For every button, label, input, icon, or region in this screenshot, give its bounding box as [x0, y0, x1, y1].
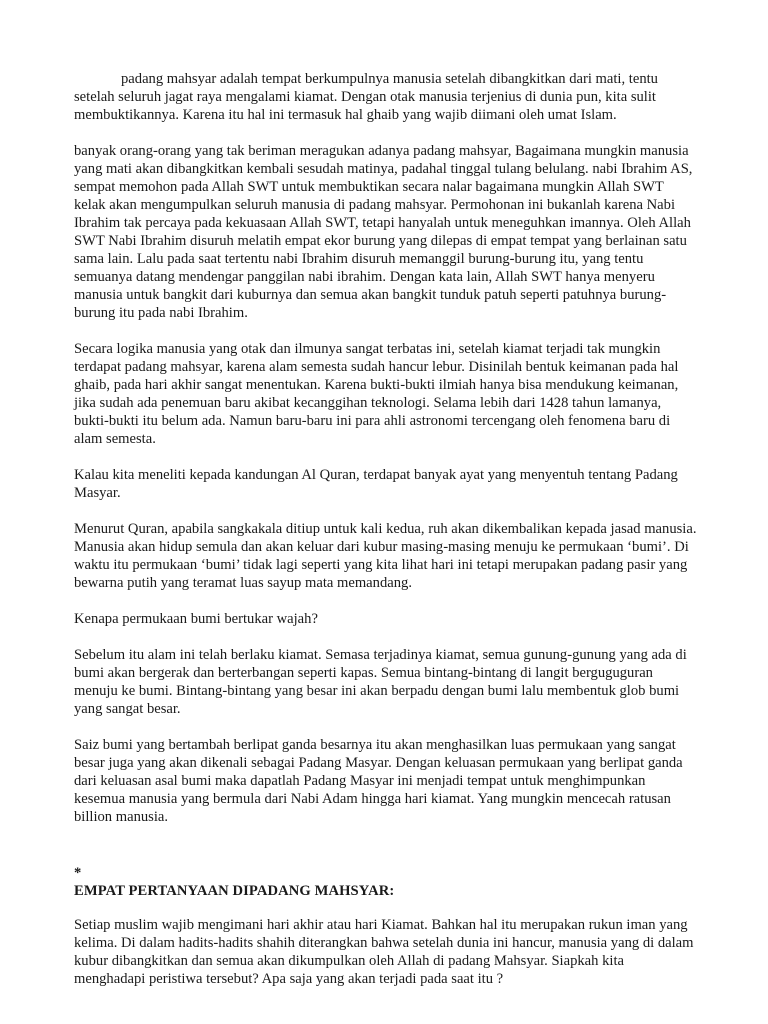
section-asterisk: * — [74, 865, 82, 881]
document-page — [74, 70, 698, 1006]
paragraph-saiz-bumi: Saiz bumi yang bertambah berlipat ganda besarnya itu akan menghasilkan luas permukaan yang sangat besar juga yang akan dikenali sebagai Padang Masyar. Dengan keluasan permukaan yang berlipat ganda dari keluasan asal bumi maka dapatlah Padang Masyar ini menjadi tempat untuk menghimpunkan kesemua manusia yang bermula dari Nabi Adam hingga hari kiamat. Yang mungkin mencecah ratusan billion manusia. — [74, 737, 683, 825]
paragraph-logika: Secara logika manusia yang otak dan ilmunya sangat terbatas ini, setelah kiamat terjadi tak mungkin terdapat padang mahsyar, karena alam semesta sudah hancur lebur. Disinilah bentuk keimanan pada hal ghaib, pada hari akhir sangat menentukan. Karena bukti-bukti ilmiah hanya bisa mendukung keimanan, jika sudah ada penemuan baru akibat kecanggihan teknologi. Selama lebih dari 1428 tahun lamanya, bukti-bukti itu belum ada. Namun baru-baru ini para ahli astronomi tercengang oleh fenomena baru di alam semesta. — [74, 341, 679, 447]
paragraph-ibrahim: banyak orang-orang yang tak beriman meragukan adanya padang mahsyar, Bagaimana mungkin manusia yang mati akan dibangkitkan kembali sesudah matinya, padahal tinggal tulang belulang. nabi Ibrahim AS, sempat memohon pada Allah SWT untuk membuktikan secara nalar bagaimana mungkin Allah SWT kelak akan mengumpulkan seluruh manusia di padang mahsyar. Permohonan ini bukanlah karena Nabi Ibrahim tak percaya pada kekuasaan Allah SWT, tetapi hanyalah untuk meneguhkan imannya. Oleh Allah SWT Nabi Ibrahim disuruh melatih empat ekor burung yang dilepas di empat tempat yang berlainan satu sama lain. Lalu pada saat tertentu nabi Ibrahim disuruh memanggil burung-burung itu, yang tentu semuanya datang mendengar panggilan nabi ibrahim. Dengan kata lain, Allah SWT hanya menyeru manusia untuk bangkit dari kuburnya dan semua akan bangkit tunduk patuh seperti patuhnya burung-burung itu pada nabi Ibrahim. — [74, 143, 693, 321]
paragraph-sangkakala: Menurut Quran, apabila sangkakala ditiup untuk kali kedua, ruh akan dikembalikan kepada jasad manusia. Manusia akan hidup semula dan akan keluar dari kubur masing-masing menuju ke permukaan ‘bumi’. Di waktu itu permukaan ‘bumi’ tidak lagi seperti yang kita lihat hari ini tetapi merupakan padang pasir yang bewarna putih yang teramat luas sayup mata memandang. — [74, 521, 697, 591]
paragraph-question: Kenapa permukaan bumi bertukar wajah? — [74, 611, 318, 627]
section-spacer — [74, 844, 698, 864]
section-heading: EMPAT PERTANYAAN DIPADANG MAHSYAR: — [74, 883, 395, 899]
paragraph-closing: Setiap muslim wajib mengimani hari akhir atau hari Kiamat. Bahkan hal itu merupakan rukun iman yang kelima. Di dalam hadits-hadits shahih diterangkan bahwa setelah dunia ini hancur, manusia yang di dalam kubur dibangkitkan dan semua akan dikumpulkan oleh Allah di padang Mahsyar. Siapkah kita menghadapi peristiwa tersebut? Apa saja yang akan terjadi pada saat itu ? — [74, 917, 694, 987]
paragraph-quran: Kalau kita meneliti kepada kandungan Al Quran, terdapat banyak ayat yang menyentuh tentang Padang Masyar. — [74, 467, 678, 501]
paragraph-kiamat: Sebelum itu alam ini telah berlaku kiamat. Semasa terjadinya kiamat, semua gunung-gunung yang ada di bumi akan bergerak dan berterbangan seperti kapas. Semua bintang-bintang di langit berguguguran menuju ke bumi. Bintang-bintang yang besar ini akan berpadu dengan bumi lalu membentuk glob bumi yang sangat besar. — [74, 647, 687, 717]
paragraph-intro: padang mahsyar adalah tempat berkumpulnya manusia setelah dibangkitkan dari mati, tentu setelah seluruh jagat raya mengalami kiamat. Dengan otak manusia terjenius di dunia pun, kita sulit membuktikannya. Karena itu hal ini termasuk hal ghaib yang wajib diimani oleh umat Islam. — [74, 71, 658, 123]
